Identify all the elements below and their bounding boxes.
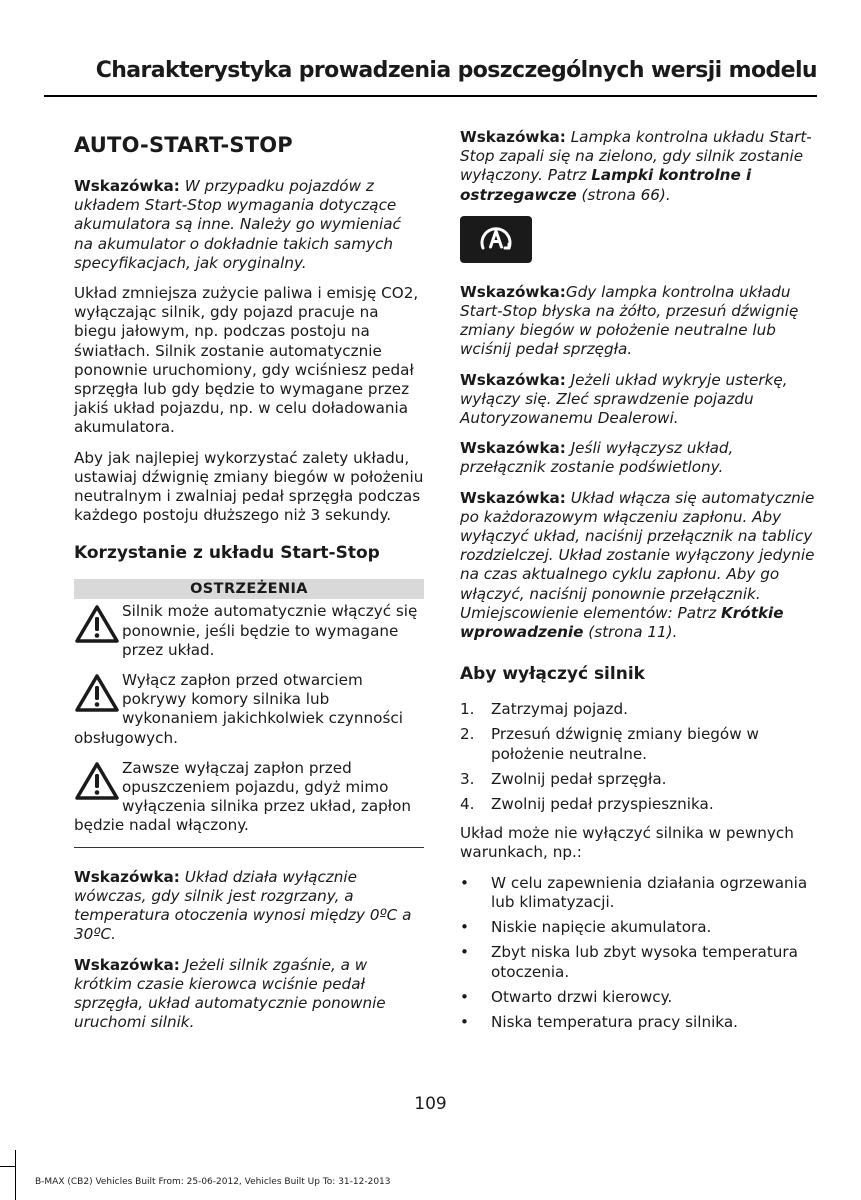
bullet-text: Niskie napięcie akumulatora. [491,918,712,937]
page-header-title: Charakterystyka prowadzenia poszczególnych wersji modelu [95,58,817,83]
cross-reference-link[interactable]: Krótkie wprowadzenie [460,603,784,642]
bullet-text: Otwarto drzwi kierowcy. [491,987,673,1006]
note-text: Jeśli wyłączysz układ, przełącznik zostanie podświetlony. [460,439,734,477]
warning-triangle-icon [74,604,120,644]
page-footer: B-MAX (CB2) Vehicles Built From: 25-06-2012, Vehicles Built Up To: 31-12-2013 [35,1177,391,1187]
paragraph-usage: Aby jak najlepiej wykorzystać zalety układu, ustawiaj dźwignię zmiany biegów w położeniu neutralnym i zwalniaj pedał sprzęgła podczas każdego postoju dłuższego niż 3 sekundy. [74,448,424,525]
bullet-text: Niska temperatura pracy silnika. [491,1012,738,1031]
bullet-text: W celu zapewnienia działania ogrzewania lub klimatyzacji. [491,873,808,911]
section-heading: AUTO-START-STOP [74,133,293,157]
warning-text: Wyłącz zapłon przed otwarciem pokrywy komory silnika lub wykonaniem jakichkolwiek czynności obsługowych. [74,671,403,747]
note-label: Wskazówka: [74,867,180,886]
step-text: Przesuń dźwignię zmiany biegów w położenie neutralne. [491,725,759,763]
conditions-list [460,874,816,1032]
step-number: 2. [460,725,475,744]
note-text: Lampka kontrolna układu Start-Stop zapali się na zielono, gdy silnik zostanie wyłączony. Patrz [460,128,812,185]
steps-list [460,700,816,814]
crop-mark [0,1166,15,1167]
note-label: Wskazówka: [460,282,566,301]
cross-reference-link[interactable]: Lampki kontrolne i ostrzegawcze [460,166,752,204]
warnings-title: OSTRZEŻENIA [74,579,424,599]
warning-item [74,759,424,836]
subheading-switch-off: Aby wyłączyć silnik [460,664,645,685]
list-item [460,918,816,937]
list-item [460,770,816,789]
warning-triangle-icon [74,761,120,801]
note-text: Układ działa wyłącznie wówczas, gdy silnik jest rozgrzany, a temperatura otoczenia wynosi między 0ºC a 30ºC. [74,867,412,944]
list-item [460,988,816,1007]
step-text: Zwolnij pedał przyspiesznika. [491,795,714,814]
note-temperature [74,868,424,945]
warning-item [74,602,424,660]
warning-text: Silnik może automatycznie włączyć się ponownie, jeśli będzie to wymagane przez układ. [122,602,418,659]
note-text: Jeżeli silnik zgaśnie, a w krótkim czasie kierowca wciśnie pedał sprzęgła, układ automatycznie ponownie uruchomi silnik. [74,955,386,1032]
step-number: 1. [460,700,475,719]
note-stall [74,956,424,1033]
warning-text: Zawsze wyłączaj zapłon przed opuszczeniem pojazdu, gdyż mimo wyłączenia silnika przez układ, zapłon będzie nadal włączony. [74,758,412,835]
crop-mark [15,1150,16,1200]
note-label: Wskazówka: [74,177,180,195]
bullet-icon: • [460,943,469,962]
note-text: W przypadku pojazdów z układem Start-Stop wymagania dotyczące akumulatora są inne. Należy go wymieniać na akumulator o dokładnie takich samych specyfikacjach, jak oryginalny. [74,177,401,272]
page-number: 109 [414,1094,447,1114]
list-item [460,943,816,981]
bullet-icon: • [460,987,469,1006]
note-switch-light [460,439,816,477]
step-text: Zwolnij pedał sprzęgła. [491,769,667,788]
paragraph-conditions: Układ może nie wyłączyć silnika w pewnych warunkach, np.: [460,824,794,862]
note-label: Wskazówka: [74,955,180,974]
step-text: Zatrzymaj pojazd. [491,700,628,719]
note-fault [460,371,816,429]
step-number: 4. [460,795,475,814]
note-label: Wskazówka: [460,128,566,146]
auto-start-stop-lamp-icon [460,216,532,263]
right-column [460,128,816,1038]
subheading-usage: Korzystanie z układu Start-Stop [74,543,380,564]
warnings-divider [74,847,424,848]
note-label: Wskazówka: [460,439,566,458]
note-text-suffix: (strona 11). [583,623,678,642]
note-battery [74,177,424,273]
note-label: Wskazówka: [460,488,566,507]
note-green-lamp [460,128,816,205]
list-item [460,1013,816,1032]
note-auto-enable [460,489,816,643]
list-item [460,725,816,763]
note-text: Układ włącza się automatycznie po każdorazowym włączeniu zapłonu. Aby wyłączyć układ, naciśnij przełącznik na tablicy rozdzielczej. Układ zostanie wyłączony jedynie na czas aktualnego cyklu zapłonu. Aby go włączyć, naciśnij ponownie przełącznik. Umiejscowienie elementów: Patrz [460,488,815,622]
left-column [74,128,424,1043]
note-text: Gdy lampka kontrolna układu Start-Stop błyska na żółto, przesuń dźwignię zmiany biegów w położenie neutralne lub wciśnij pedał sprzęgła. [460,282,799,359]
warning-item [74,671,424,748]
bullet-icon: • [460,1012,469,1031]
list-item [460,795,816,814]
bullet-icon: • [460,918,469,937]
note-text-suffix: (strona 66). [576,185,671,204]
bullet-text: Zbyt niska lub zbyt wysoka temperatura otoczenia. [491,943,798,981]
note-label: Wskazówka: [460,370,566,389]
header-rule [44,95,817,97]
list-item [460,874,816,912]
note-text: Jeżeli układ wykryje usterkę, wyłączy się. Zleć sprawdzenie pojazdu Autoryzowanemu Dealerowi. [460,370,788,428]
warning-triangle-icon [74,673,120,713]
step-number: 3. [460,769,475,788]
list-item [460,700,816,719]
paragraph-intro: Układ zmniejsza zużycie paliwa i emisję CO2, wyłączając silnik, gdy pojazd pracuje na biegu jałowym, np. podczas postoju na światłach. Silnik zostanie automatycznie ponownie uruchomiony, gdy wciśniesz pedał sprzęgła lub gdy będzie to wymagane przez jakiś układ pojazdu, np. w celu doładowania akumulatora. [74,284,419,437]
bullet-icon: • [460,873,469,892]
note-yellow-lamp [460,283,816,360]
